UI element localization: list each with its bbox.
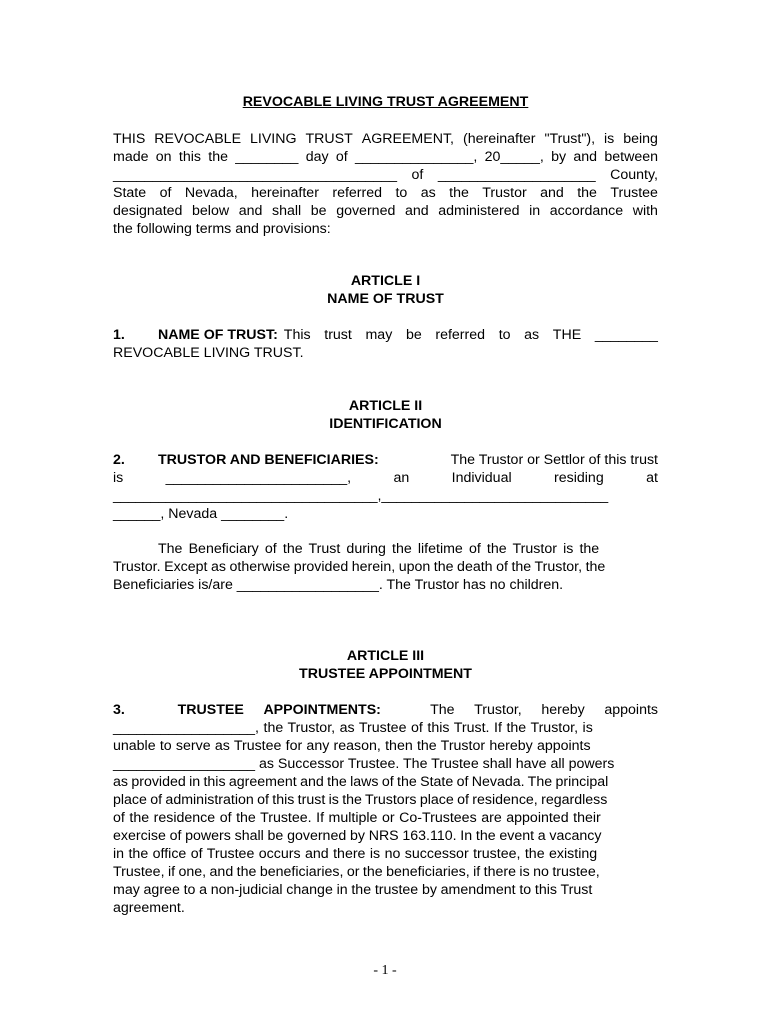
intro-paragraph <box>113 130 658 238</box>
section-2-label: TRUSTOR AND BENEFICIARIES: <box>158 452 379 468</box>
section-3-line: of the residence of the Trustee. If multiple or Co-Trustees are appointed their <box>113 810 601 826</box>
intro-line: ____________________________________ of ____________________ County, <box>113 167 658 183</box>
section-2-line-2: is _______________________, an Individual residing at <box>113 470 658 486</box>
section-2 <box>113 451 658 523</box>
section-2-number: 2. <box>113 452 125 468</box>
article-2-subheading: IDENTIFICATION <box>329 416 442 432</box>
section-3-line: may agree to a non-judicial change in the trustee by amendment to this Trust <box>113 882 593 898</box>
section-3-line: unable to serve as Trustee for any reason, then the Trustor hereby appoints <box>113 738 591 754</box>
article-3-heading: ARTICLE III <box>346 648 425 664</box>
section-3-line: agreement. <box>113 900 185 916</box>
intro-line: State of Nevada, hereinafter referred to as the Trustor and the Trustee <box>113 185 658 201</box>
section-3-line: in the office of Trustee occurs and there is no successor trustee, the existing <box>113 846 598 862</box>
beneficiary-line: Trustor. Except as otherwise provided herein, upon the death of the Trustor, the <box>113 559 606 575</box>
article-3-subheading: TRUSTEE APPOINTMENT <box>299 666 472 682</box>
document-title: REVOCABLE LIVING TRUST AGREEMENT <box>242 94 529 110</box>
section-3-line: __________________, the Trustor, as Trustee of this Trust. If the Trustor, is <box>113 720 593 736</box>
section-3-label-word: APPOINTMENTS: <box>263 702 381 718</box>
article-2-heading: ARTICLE II <box>348 398 423 414</box>
intro-line: the following terms and provisions: <box>113 221 331 237</box>
section-3: 3. TRUSTEE APPOINTMENTS: The Trustor, hereby appoints __________________, the Trustor, as Trustee of this Trust. If the Trustor, is unable to serve as Trustee for any reason, then the Trustor hereby appoints __________________ as Successor Trustee. The Trustee shall have all powers as provided in this agreement and the laws of the State of Nevada. The principal place of administration of this trust is the Trustors place of residence, regardless of the residence of the Trustee. If multiple or Co-Trustees are appointed their exercise of powers shall be governed by NRS 163.110. In the event a vacancy in the office of Trustee occurs and there is no successor trustee, the existing Trustee, if one, and the beneficiaries, or the beneficiaries, if there is no trustee, may agree to a non-judicial change in the trustee by amendment to this Trust agreement. <box>113 702 658 916</box>
intro-line: made on this the ________ day of _______________, 20_____, by and between <box>113 149 658 165</box>
section-3-label-word: TRUSTEE <box>177 702 244 718</box>
intro-line: designated below and shall be governed and administered in accordance with <box>113 203 658 219</box>
section-3-line: __________________ as Successor Trustee. The Trustee shall have all powers <box>113 756 615 772</box>
section-3-line: as provided in this agreement and the laws of the State of Nevada. The principal <box>113 774 609 790</box>
beneficiary-paragraph <box>113 540 658 594</box>
section-1-line: REVOCABLE LIVING TRUST. <box>113 345 304 361</box>
section-3-line: Trustee, if one, and the beneficiaries, or the beneficiaries, if there is no trustee, <box>113 864 600 880</box>
article-1-heading: ARTICLE I <box>350 273 421 289</box>
beneficiary-line: Beneficiaries is/are __________________. The Trustor has no children. <box>113 577 564 593</box>
intro-line: THIS REVOCABLE LIVING TRUST AGREEMENT, (hereinafter "Trust"), is being <box>113 131 658 147</box>
section-2-line: The Trustor or Settlor of this trust <box>450 452 658 468</box>
section-1-number: 1. <box>113 327 125 343</box>
section-3-line: exercise of powers shall be governed by NRS 163.110. In the event a vacancy <box>113 828 602 844</box>
section-2-line-4: ______, Nevada ________. <box>113 506 289 522</box>
section-3-line: place of administration of this trust is the Trustors place of residence, regardless <box>113 792 608 808</box>
section-2-line-3: ___________________________________,______________________________ <box>113 488 609 503</box>
section-1-label: NAME OF TRUST: <box>158 327 278 343</box>
section-3-number: 3. <box>113 702 125 718</box>
section-1: 1. NAME OF TRUST: This trust may be referred to as THE ________ REVOCABLE LIVING TRUST. <box>113 327 658 361</box>
article-1-subheading: NAME OF TRUST <box>327 291 444 307</box>
beneficiary-line: The Beneficiary of the Trust during the lifetime of the Trustor is the <box>158 541 600 557</box>
page-number: - 1 - <box>373 963 397 978</box>
